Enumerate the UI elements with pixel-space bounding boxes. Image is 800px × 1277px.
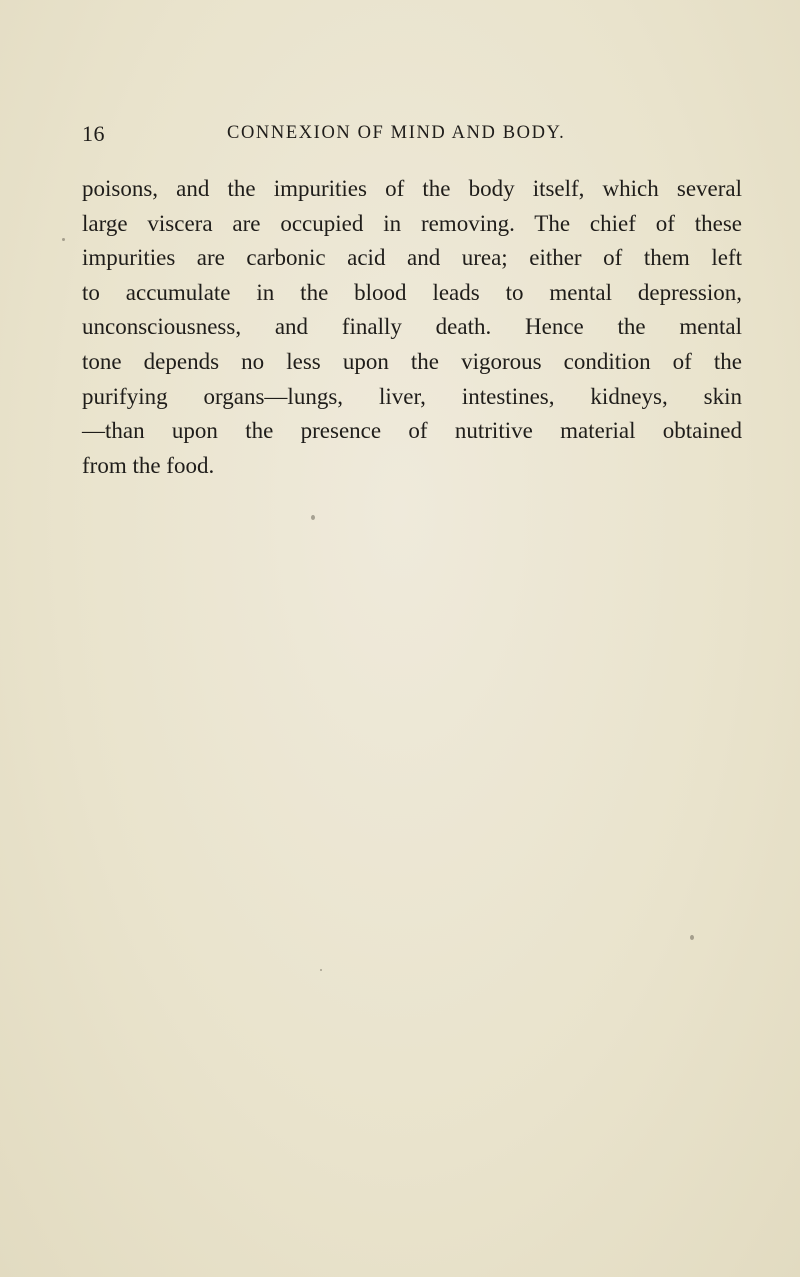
paper-speck bbox=[62, 238, 65, 241]
paper-speck bbox=[690, 935, 694, 940]
text-line: to accumulate in the blood leads to mental depression, bbox=[82, 279, 742, 305]
text-line: poisons, and the impurities of the body itself, which several bbox=[82, 176, 742, 201]
running-head bbox=[82, 121, 742, 151]
running-title: CONNEXION OF MIND AND BODY. bbox=[227, 123, 566, 143]
text-line: tone depends no less upon the vigorous condition of the bbox=[82, 348, 742, 374]
text-line: large viscera are occupied in removing. The chief of these bbox=[82, 210, 742, 236]
paper-speck bbox=[320, 969, 322, 971]
body-paragraph bbox=[82, 172, 742, 483]
text-line: impurities are carbonic acid and urea; either of them left bbox=[82, 245, 742, 271]
text-line: from the food. bbox=[82, 452, 215, 478]
text-line: unconsciousness, and finally death. Hence the mental bbox=[82, 314, 742, 340]
text-line: —than upon the presence of nutritive material obtained bbox=[82, 418, 742, 444]
paper-speck bbox=[311, 515, 315, 520]
page-number: 16 bbox=[82, 121, 105, 146]
text-line: purifying organs—lungs, liver, intestines, kidneys, skin bbox=[82, 383, 742, 409]
